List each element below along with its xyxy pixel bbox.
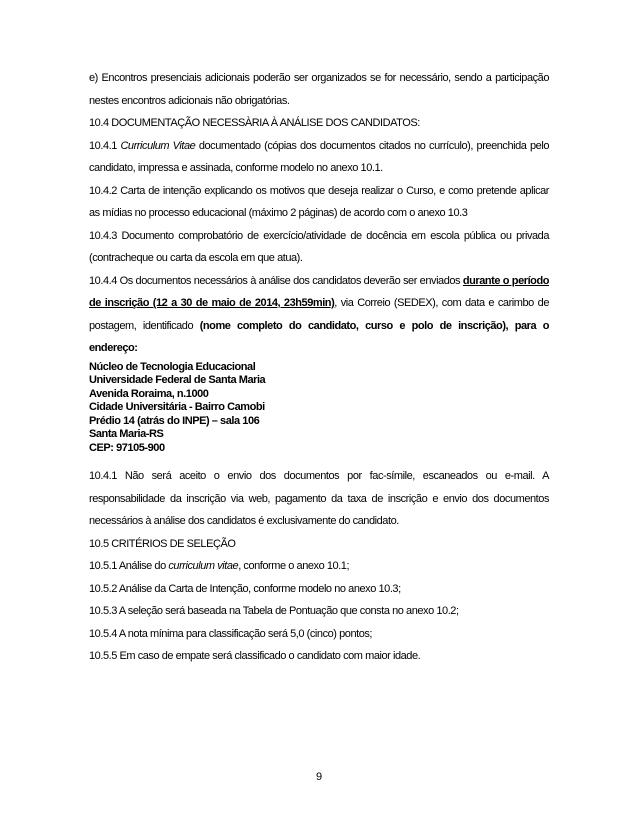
page-number: 9 <box>315 771 323 783</box>
address-line: CEP: 97105-900 <box>89 441 165 454</box>
paragraph-10-5-1 <box>89 555 549 578</box>
section-10-4-heading: 10.4 DOCUMENTAÇÃO NECESSÀRIA À ANÁLISE DOS CANDIDATOS: <box>89 117 420 129</box>
paragraph-10-5-4: 10.5.4 A nota mínima para classificação será 5,0 (cinco) pontos; <box>89 627 373 640</box>
paragraph-e: e) Encontros presenciais adicionais poderão ser organizados se for necessário, sendo a participação nestes encontros adicionais não obrigatórias. <box>89 72 549 107</box>
paragraph-10-4-1 <box>89 135 549 180</box>
paragraph-10-5-2: 10.5.2 Análise da Carta de Intenção, conforme modelo no anexo 10.3; <box>89 582 401 595</box>
text: 10.4.4 Os documentos necessários à análise dos candidatos deverão ser enviados <box>89 274 463 287</box>
address-line: Núcleo de Tecnologia Educacional <box>89 360 256 373</box>
address-line: Cidade Universitária - Bairro Camobi <box>89 401 265 413</box>
text: 10.5.1 Análise do <box>89 560 169 572</box>
italic-term: curriculum vitae <box>168 560 239 572</box>
italic-term: Curriculum Vitae <box>120 139 196 152</box>
text: , conforme o anexo 10.1; <box>238 560 350 572</box>
page-body <box>89 67 549 668</box>
address-line: Prédio 14 (atrás do INPE) – sala 106 <box>89 414 260 427</box>
text: 10.4.1 <box>89 139 121 152</box>
paragraph-10-4-4 <box>89 270 549 360</box>
enrollment-period: durante o período de inscrição (12 a 30 de maio de 2014, 23h59min) <box>89 274 549 309</box>
section-10-5-heading: 10.5 CRITÉRIOS DE SELEÇÃO <box>89 537 236 550</box>
paragraph-10-4-2: 10.4.2 Carta de intenção explicando os motivos que deseja realizar o Curso, e como pretende aplicar as mídias no processo educacional (máximo 2 páginas) de acordo com o anexo 10.3 <box>89 184 549 219</box>
paragraph-10-5-5: 10.5.5 Em caso de empate será classificado o candidato com maior idade. <box>89 650 421 662</box>
identification-note: (nome completo do candidato, curso e polo de inscrição), para o endereço: <box>89 319 549 354</box>
paragraph-10-5-3: 10.5.3 A seleção será baseada na Tabela de Pontuação que consta no anexo 10.2; <box>89 605 459 617</box>
text: , via Correio (SEDEX), com data e carimbo de postagem, identificado <box>89 297 549 332</box>
text: documentado (cópias dos documentos citados no currículo), preenchida pelo candidato, impressa e assinada, conforme modelo no anexo 10.1. <box>89 139 549 174</box>
address-line: Santa Maria-RS <box>89 428 164 440</box>
mailing-address <box>89 361 549 456</box>
paragraph-10-4-3: 10.4.3 Documento comprobatório de exercício/atividade de docência em escola pública ou privada (contracheque ou carta da escola em que atua). <box>89 229 549 264</box>
address-line: Universidade Federal de Santa Maria <box>89 374 266 386</box>
paragraph-10-4-1-restriction: 10.4.1 Não será aceito o envio dos documentos por fac-símile, escaneados ou e-mail. A responsabilidade da inscrição via web, pagamento da taxa de inscrição e envio dos documentos necessários à análise dos candidatos é exclusivamente do candidato. <box>89 470 549 527</box>
address-line: Avenida Roraima, n.1000 <box>89 387 209 400</box>
